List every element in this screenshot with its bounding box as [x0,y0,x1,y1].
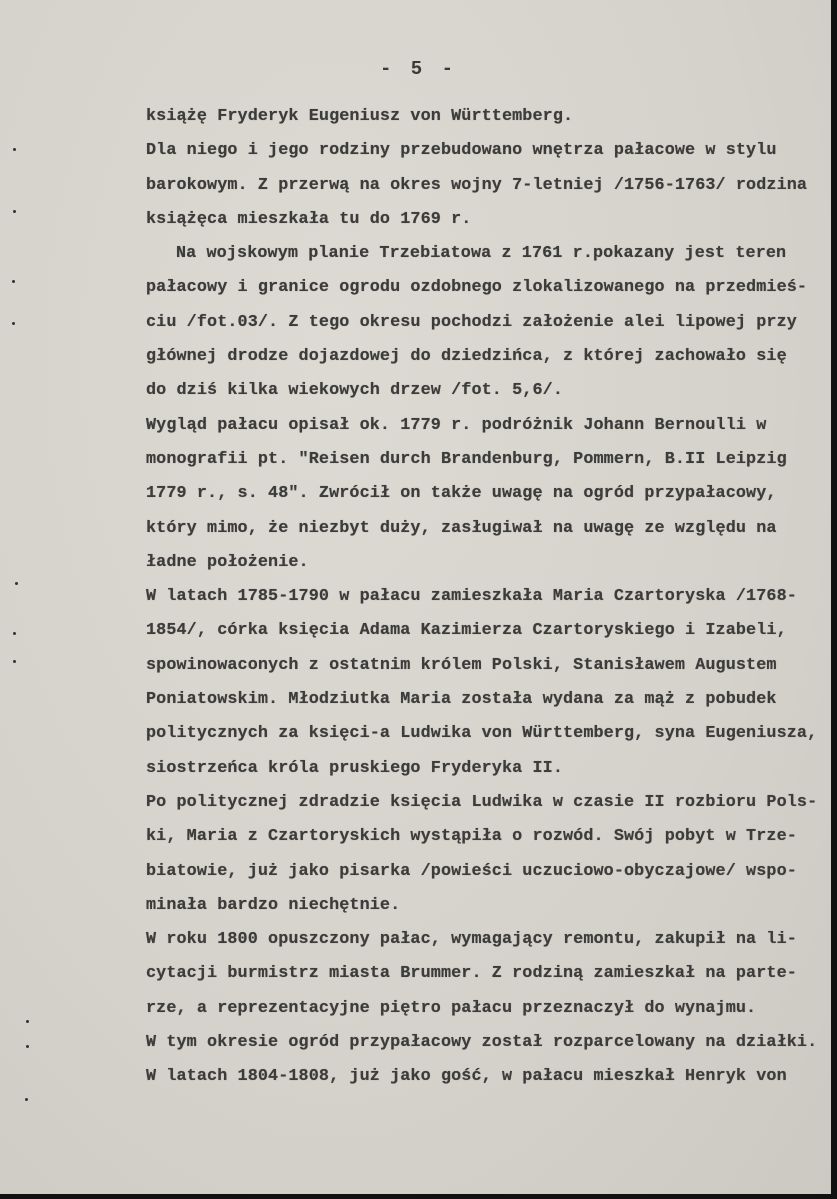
text-line: 1779 r., s. 48". Zwrócił on także uwagę na ogród przypałacowy, [146,484,777,504]
text-line: W latach 1785-1790 w pałacu zamieszkała Maria Czartoryska /1768- [146,587,797,607]
text-line: rze, a reprezentacyjne piętro pałacu przeznaczył do wynajmu. [146,998,757,1018]
text-line: ładne położenie. [146,552,309,572]
margin-mark [15,582,18,585]
text-line: książę Fryderyk Eugeniusz von Württemberg. [146,107,574,126]
text-line: monografii pt. "Reisen durch Brandenburg, Pommern, B.II Leipzig [146,449,787,469]
text-line: Wygląd pałacu opisał ok. 1779 r. podróżnik Johann Bernoulli w [146,415,767,435]
text-line: spowinowaconych z ostatnim królem Polski, Stanisławem Augustem [146,655,777,675]
document-body [146,100,836,1095]
margin-mark [26,1020,29,1023]
margin-mark [13,210,16,213]
text-line: siostrzeńca króla pruskiego Fryderyka II. [146,758,563,778]
margin-mark [13,148,16,151]
text-line: W latach 1804-1808, już jako gość, w pałacu mieszkał Henryk von [146,1067,787,1087]
margin-mark [12,280,15,283]
text-line: politycznych za księci-a Ludwika von Württemberg, syna Eugeniusza, [146,724,818,744]
text-line: Po politycznej zdradzie księcia Ludwika w czasie II rozbioru Pols- [146,792,818,812]
text-line: barokowym. Z przerwą na okres wojny 7-letniej /1756-1763/ rodzina [146,175,808,195]
text-line: W roku 1800 opuszczony pałac, wymagający remontu, zakupił na li- [146,930,797,950]
text-line: Dla niego i jego rodziny przebudowano wnętrza pałacowe w stylu [146,141,777,161]
text-line: ciu /fot.03/. Z tego okresu pochodzi założenie alei lipowej przy [146,312,797,332]
text-line: minała bardzo niechętnie. [146,895,401,915]
margin-mark [13,632,16,635]
margin-mark [26,1045,29,1048]
text-line: Na wojskowym planie Trzebiatowa z 1761 r.pokazany jest teren [176,244,787,264]
text-line: cytacji burmistrz miasta Brummer. Z rodziną zamieszkał na parte- [146,964,797,984]
page-number: - 5 - [380,58,458,80]
text-line: który mimo, że niezbyt duży, zasługiwał na uwagę ze względu na [146,518,777,538]
text-line: ki, Maria z Czartoryskich wystąpiła o rozwód. Swój pobyt w Trze- [146,827,797,847]
text-line: W tym okresie ogród przypałacowy został rozparcelowany na działki. [146,1033,818,1053]
text-line: książęca mieszkała tu do 1769 r. [146,209,472,229]
text-line: Poniatowskim. Młodziutka Maria została wydana za mąż z pobudek [146,690,777,710]
text-line: do dziś kilka wiekowych drzew /fot. 5,6/. [146,381,563,401]
text-line: 1854/, córka księcia Adama Kazimierza Czartoryskiego i Izabeli, [146,621,787,641]
margin-mark [25,1098,28,1101]
margin-mark [12,322,15,325]
margin-mark [13,660,16,663]
text-line: głównej drodze dojazdowej do dziedzińca, z której zachowało się [146,347,787,367]
text-line: pałacowy i granice ogrodu ozdobnego zlokalizowanego na przedmieś- [146,278,808,298]
text-line: biatowie, już jako pisarka /powieści uczuciowo-obyczajowe/ wspo- [146,861,797,881]
